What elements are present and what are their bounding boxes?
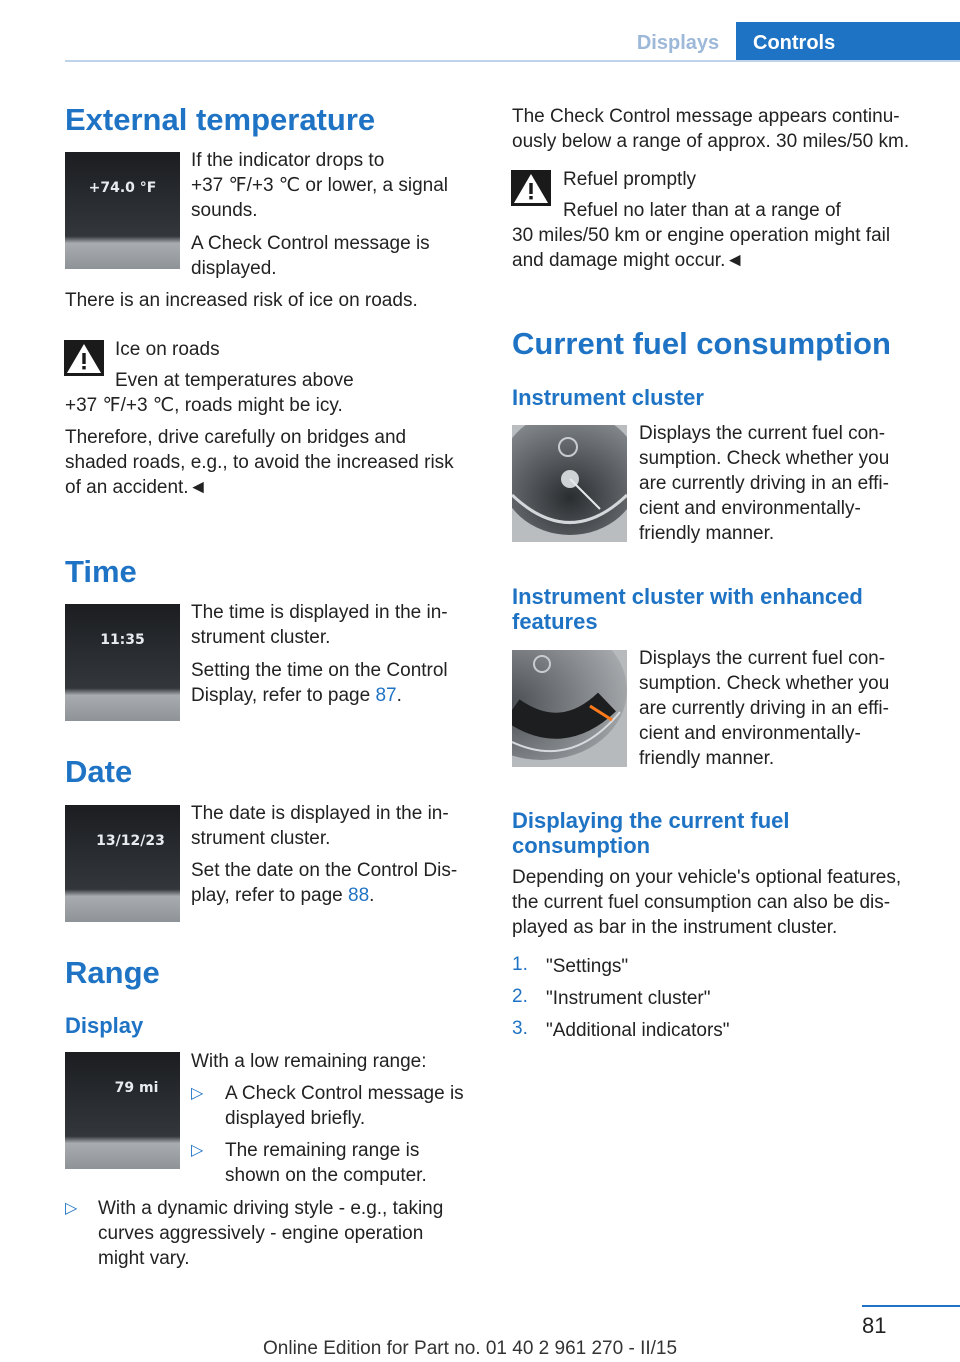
subheading-instrument-cluster-enhanced: Instrument cluster with enhanced [512,584,863,609]
bullet-icon: ▷ [191,1142,204,1159]
subheading-displaying-fuel: Displaying the current fuel [512,808,790,833]
text-line: The remaining range is [225,1140,420,1161]
heading-range: Range [65,955,160,990]
text-line: shaded roads, e.g., to avoid the increased risk [65,452,454,473]
text-line: displayed. [191,258,277,279]
text-line: A Check Control message is [225,1083,464,1104]
text-line: played as bar in the instrument cluster. [512,917,838,938]
text-line: strument cluster. [191,828,331,849]
step-text: "Additional indicators" [546,1020,730,1041]
text-line: Even at temperatures above [115,370,354,391]
tab-controls[interactable]: Controls [736,22,960,62]
warning-triangle-icon [64,340,104,376]
step-text: "Instrument cluster" [546,988,711,1009]
text-fragment: play, refer to page [191,885,349,906]
display-image-range [65,1052,180,1169]
step-number: 2. [512,986,528,1007]
step-text: "Settings" [546,956,629,977]
page-link-88[interactable]: 88 [348,885,370,906]
display-image-time [65,604,180,721]
warning-title: Refuel promptly [563,169,697,190]
display-image-date [65,805,180,922]
page-number: 81 [862,1313,887,1338]
text-line: +37 ℉/+3 ℃ or lower, a signal [191,175,449,196]
bullet-icon: ▷ [65,1200,78,1217]
subheading-display: Display [65,1013,144,1038]
text-line: friendly manner. [639,748,775,769]
text-fragment: . [369,885,375,906]
text-line: The date is displayed in the in‐ [191,803,449,824]
text-line: are currently driving in an effi‐ [639,473,889,494]
fuel-gauge-enhanced-image [512,650,627,767]
subheading-displaying-fuel: consumption [512,833,651,858]
text-line: Displays the current fuel con‐ [639,423,886,444]
fuel-gauge-image [512,425,627,542]
text-line: ously below a range of approx. 30 miles/50 km. [512,131,910,152]
text-line: Setting the time on the Control [191,660,448,681]
warning-triangle-icon [511,170,551,206]
display-image-text: +74.0 °F [88,180,157,196]
text-line: shown on the computer. [225,1165,427,1186]
text-line: Set the date on the Control Dis‐ [191,860,458,881]
text-line: A Check Control message is [191,233,430,254]
display-image-text: 11:35 [100,632,145,648]
text-line: If the indicator drops to [191,150,385,171]
text-line: curves aggressively - engine operation [98,1223,424,1244]
text-line: There is an increased risk of ice on roads. [65,290,418,311]
display-image-text: 79 mi [114,1080,159,1096]
text-line: sumption. Check whether you [639,673,890,694]
text-line: With a low remaining range: [191,1051,427,1072]
text-line [191,883,374,908]
text-line: Therefore, drive carefully on bridges and [65,427,407,448]
step-number: 1. [512,954,528,975]
text-line: displayed briefly. [225,1108,366,1129]
display-image-text: 13/12/23 [96,833,165,849]
text-line: 30 miles/50 km or engine operation might fail [512,225,891,246]
footer-edition: Online Edition for Part no. 01 40 2 961 270 - II/15 [263,1338,678,1359]
subheading-instrument-cluster-enhanced: features [512,609,598,634]
text-line: cient and environmentally- [639,723,861,744]
warning-title: Ice on roads [115,339,220,360]
text-line [191,683,402,708]
text-line: of an accident.◄ [65,477,208,498]
heading-current-fuel-consumption: Current fuel consumption [512,326,891,361]
text-line: +37 ℉/+3 ℃, roads might be icy. [65,395,343,416]
text-line: the current fuel consumption can also be dis‐ [512,892,891,913]
subheading-instrument-cluster: Instrument cluster [512,385,704,410]
text-line: The time is displayed in the in‐ [191,602,448,623]
bullet-icon: ▷ [191,1085,204,1102]
footer-rule [862,1305,960,1307]
tab-displays[interactable]: Displays [636,32,720,54]
text-line: sumption. Check whether you [639,448,890,469]
text-line: are currently driving in an effi‐ [639,698,889,719]
text-fragment: Display, refer to page [191,685,376,706]
text-line: The Check Control message appears continu‐ [512,106,900,127]
header-rule [65,60,960,62]
text-line: sounds. [191,200,258,221]
text-line: Displays the current fuel con‐ [639,648,886,669]
heading-time: Time [65,554,137,589]
step-number: 3. [512,1018,528,1039]
text-line: might vary. [98,1248,190,1269]
text-line: friendly manner. [639,523,775,544]
display-image-temperature [65,152,180,269]
heading-external-temperature: External temperature [65,102,376,137]
text-line: With a dynamic driving style - e.g., taking [98,1198,444,1219]
heading-date: Date [65,754,133,789]
text-line: strument cluster. [191,627,331,648]
page-link-87[interactable]: 87 [375,685,397,706]
text-line: Depending on your vehicle's optional features, [512,867,902,888]
text-line: and damage might occur.◄ [512,250,745,271]
text-line: Refuel no later than at a range of [563,200,841,221]
text-fragment: . [396,685,402,706]
text-line: cient and environmentally- [639,498,861,519]
